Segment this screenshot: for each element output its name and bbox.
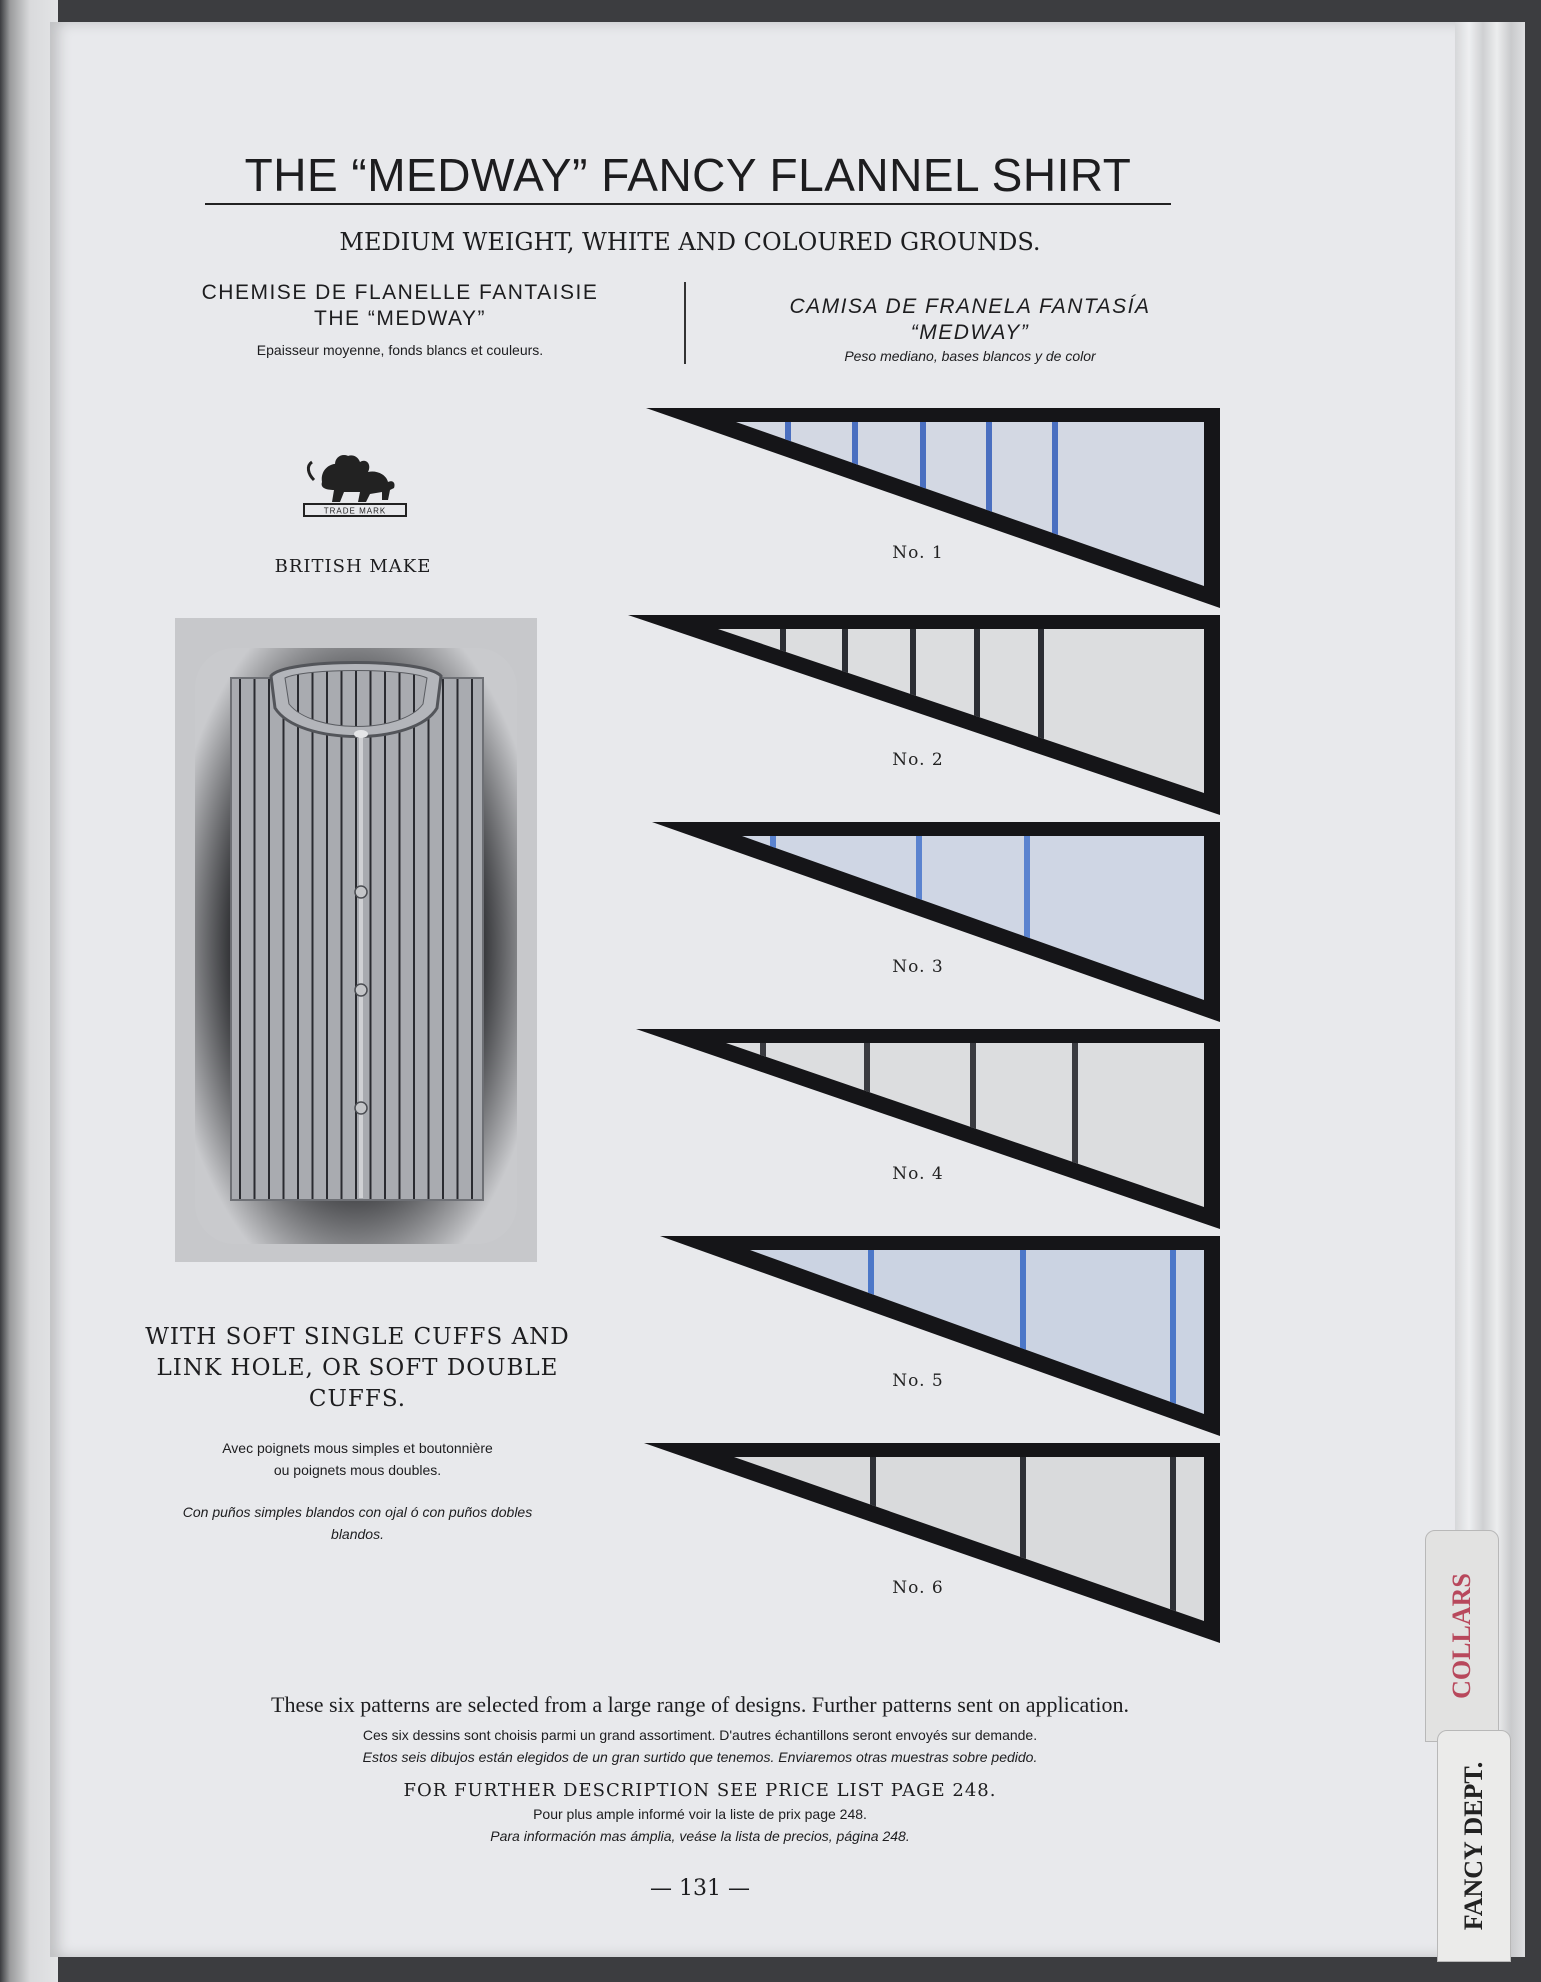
french-subtitle: Epaisseur moyenne, fonds blancs et couleurs. bbox=[256, 342, 544, 358]
swatch-graphic bbox=[620, 400, 1240, 1670]
swatch-label-4: No. 4 bbox=[892, 1164, 944, 1184]
price-list-reference: FOR FURTHER DESCRIPTION SEE PRICE LIST PAGE 248. bbox=[403, 1780, 997, 1801]
swatch-label-2: No. 2 bbox=[892, 750, 944, 770]
swatch-2-stripe-4 bbox=[974, 629, 980, 799]
cuffs-spanish-line2: blandos. bbox=[331, 1526, 384, 1542]
footer-spanish: Estos seis dibujos están elegidos de un gran surtido que tenemos. Enviaremos otras muestras sobre pedido. bbox=[362, 1749, 1038, 1765]
swatch-5-stripe-3 bbox=[1170, 1250, 1176, 1420]
swatch-1-stripe-1 bbox=[720, 422, 726, 592]
spanish-title bbox=[720, 294, 1220, 346]
swatch-1-stripe-3 bbox=[852, 422, 858, 592]
swatch-2-stripe-5 bbox=[1038, 629, 1044, 799]
page-number: — 131 — bbox=[650, 1876, 750, 1901]
price-list-reference-french: Pour plus ample informé voir la liste de prix page 248. bbox=[533, 1806, 867, 1822]
swatch-label-3: No. 3 bbox=[892, 957, 944, 977]
column-divider bbox=[684, 282, 686, 364]
page-title: THE “MEDWAY” FANCY FLANNEL SHIRT bbox=[244, 149, 1132, 201]
tab-collars-label: COLLARS bbox=[1447, 1573, 1476, 1699]
swatch-4-stripe-2 bbox=[864, 1043, 870, 1213]
swatch-5-stripe-1 bbox=[868, 1250, 874, 1420]
cuffs-heading bbox=[140, 1322, 575, 1415]
cuffs-french-line1: Avec poignets mous simples et boutonnière bbox=[222, 1440, 493, 1456]
swatch-3-stripe-3 bbox=[1024, 836, 1030, 1006]
swatch-1-stripe-5 bbox=[986, 422, 992, 592]
swatch-2 bbox=[628, 615, 1220, 815]
swatch-2-stripe-2 bbox=[842, 629, 848, 799]
cuffs-french-line2: ou poignets mous doubles. bbox=[273, 1462, 442, 1478]
svg-text:TRADE MARK: TRADE MARK bbox=[323, 506, 387, 516]
swatch-3 bbox=[652, 822, 1220, 1022]
swatch-1-stripe-6 bbox=[1052, 422, 1058, 592]
fabric-swatches bbox=[620, 400, 1240, 1670]
swatch-3-stripe-2 bbox=[916, 836, 922, 1006]
tab-collars[interactable] bbox=[1425, 1530, 1499, 1742]
cuffs-heading-line2: LINK HOLE, OR SOFT DOUBLE bbox=[156, 1355, 559, 1381]
tab-fancy-dept-label: FANCY DEPT. bbox=[1459, 1761, 1488, 1931]
cuffs-spanish-line1: Con puños simples blandos con ojal ó con puños dobles bbox=[182, 1504, 533, 1520]
swatch-6-stripe-2 bbox=[1020, 1457, 1026, 1627]
cuffs-heading-line3: CUFFS. bbox=[308, 1386, 407, 1412]
swatch-2-stripe-3 bbox=[910, 629, 916, 799]
swatch-1-stripe-4 bbox=[920, 422, 926, 592]
swatch-label-5: No. 5 bbox=[892, 1371, 944, 1391]
cuffs-french bbox=[160, 1437, 555, 1481]
swatch-6-stripe-1 bbox=[870, 1457, 876, 1627]
lion-trademark-icon bbox=[300, 440, 410, 518]
swatch-6-stripe-3 bbox=[1170, 1457, 1176, 1627]
french-title-line1: CHEMISE DE FLANELLE FANTAISIE bbox=[201, 281, 599, 304]
title-underline bbox=[205, 203, 1171, 205]
tab-fancy-dept[interactable] bbox=[1437, 1730, 1511, 1962]
british-make-label: BRITISH MAKE bbox=[274, 556, 432, 577]
page-subtitle: MEDIUM WEIGHT, WHITE AND COLOURED GROUNDS. bbox=[339, 228, 1041, 256]
cuffs-heading-line1: WITH SOFT SINGLE CUFFS AND bbox=[145, 1324, 570, 1350]
spanish-subtitle: Peso mediano, bases blancos y de color bbox=[844, 348, 1096, 364]
spanish-title-line1: CAMISA DE FRANELA FANTASÍA bbox=[789, 295, 1151, 318]
french-title-line2: THE “MEDWAY” bbox=[314, 307, 486, 330]
swatch-1 bbox=[646, 408, 1220, 608]
swatch-label-1: No. 1 bbox=[892, 543, 944, 563]
french-title bbox=[150, 280, 650, 332]
swatch-label-6: No. 6 bbox=[892, 1578, 944, 1598]
swatch-5 bbox=[660, 1236, 1220, 1436]
footer-french: Ces six dessins sont choisis parmi un grand assortiment. D'autres échantillons seront envoyés sur demande. bbox=[362, 1727, 1038, 1743]
swatch-5-stripe-2 bbox=[1020, 1250, 1026, 1420]
swatch-4-stripe-4 bbox=[1072, 1043, 1078, 1213]
price-list-reference-spanish: Para información mas ámplia, veáse la lista de precios, página 248. bbox=[490, 1828, 910, 1844]
swatch-4 bbox=[636, 1029, 1220, 1229]
shirt-photo bbox=[175, 618, 537, 1262]
spanish-title-line2: “MEDWAY” bbox=[910, 321, 1030, 344]
swatch-6 bbox=[644, 1443, 1220, 1643]
footer-main: These six patterns are selected from a large range of designs. Further patterns sent on application. bbox=[271, 1692, 1129, 1717]
cuffs-spanish bbox=[140, 1501, 575, 1545]
